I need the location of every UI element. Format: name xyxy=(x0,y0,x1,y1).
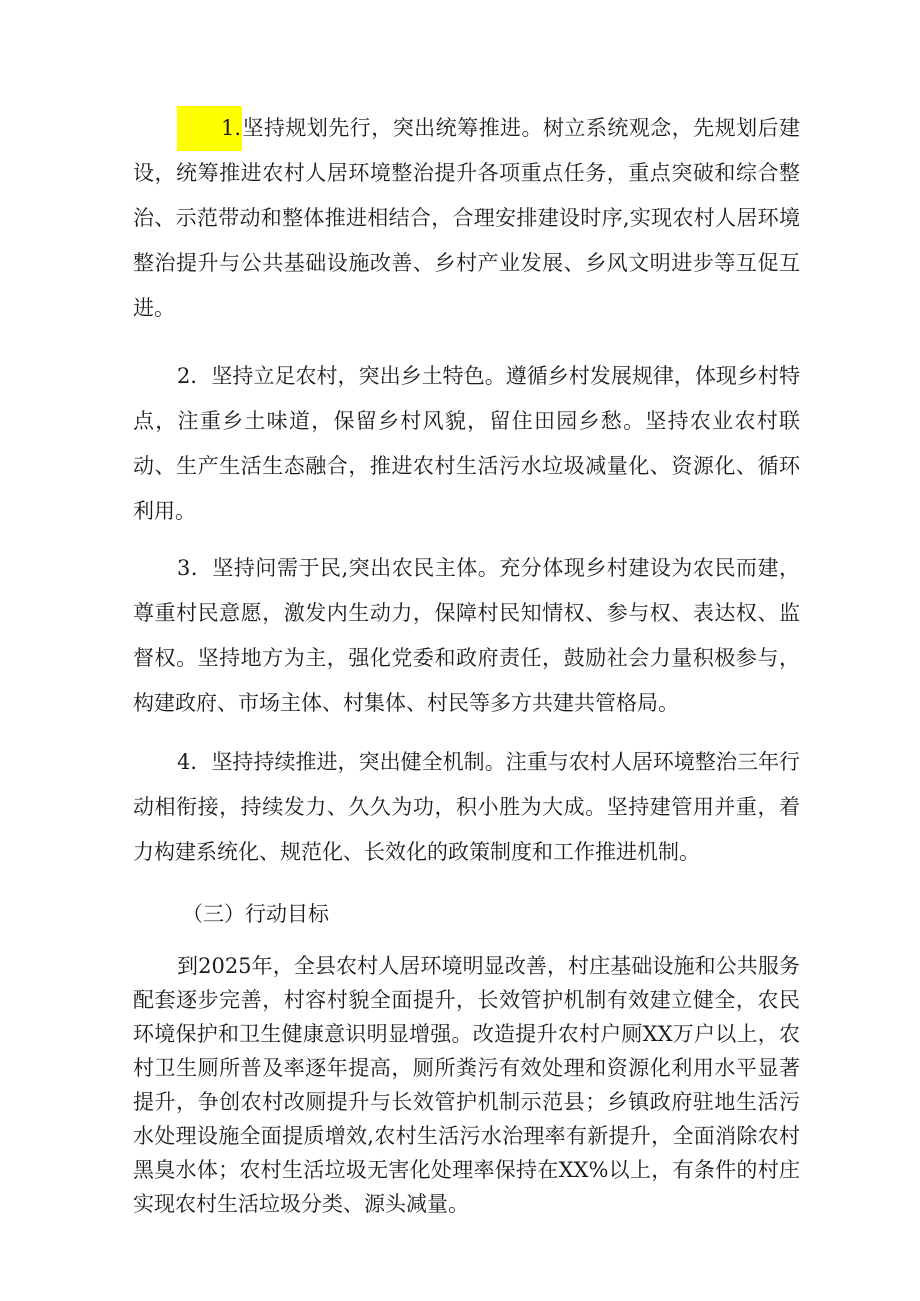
highlighted-number: 1. xyxy=(177,106,242,151)
section-heading: （三）行动目标 xyxy=(182,902,329,926)
principle-paragraph-4: 4．坚持持续推进，突出健全机制。注重与农村人居环境整治三年行动相衔接，持续发力、久久为功，积小胜为大成。坚持建管用并重，着力构建系统化、规范化、长效化的政策制度和工作推进机制。 xyxy=(133,750,800,864)
principle-paragraph-3: 3．坚持问需于民,突出农民主体。充分体现乡村建设为农民而建，尊重村民意愿，激发内生动力，保障村民知情权、参与权、表达权、监督权。坚持地方为主，强化党委和政府责任，鼓励社会力量积极参与，构建政府、市场主体、村集体、村民等多方共建共管格局。 xyxy=(133,556,800,715)
principle-text-1: 坚持规划先行，突出统筹推进。树立系统观念，先规划后建设，统筹推进农村人居环境整治提升各项重点任务，重点突破和综合整治、示范带动和整体推进相结合，合理安排建设时序,实现农村人居环境整治提升与公共基础设施改善、乡村产业发展、乡风文明进步等互促互进。 xyxy=(133,116,800,320)
goal-paragraph: 到2025年，全县农村人居环境明显改善，村庄基础设施和公共服务配套逐步完善，村容村貌全面提升，长效管护机制有效建立健全，农民环境保护和卫生健康意识明显增强。改造提升农村户厕XX万户以上，农村卫生厕所普及率逐年提高，厕所粪污有效处理和资源化利用水平显著提升，争创农村改厕提升与长效管护机制示范县；乡镇政府驻地生活污水处理设施全面提质增效,农村生活污水治理率有新提升，全面消除农村黑臭水体；农村生活垃圾无害化处理率保持在XX%以上，有条件的村庄实现农村生活垃圾分类、源头减量。 xyxy=(133,954,800,1216)
principle-paragraph-2: 2．坚持立足农村，突出乡土特色。遵循乡村发展规律，体现乡村特点，注重乡土味道，保留乡村风貌，留住田园乡愁。坚持农业农村联动、生产生活生态融合，推进农村生活污水垃圾减量化、资源化、循环利用。 xyxy=(133,364,800,523)
principle-paragraph-1 xyxy=(133,106,800,331)
